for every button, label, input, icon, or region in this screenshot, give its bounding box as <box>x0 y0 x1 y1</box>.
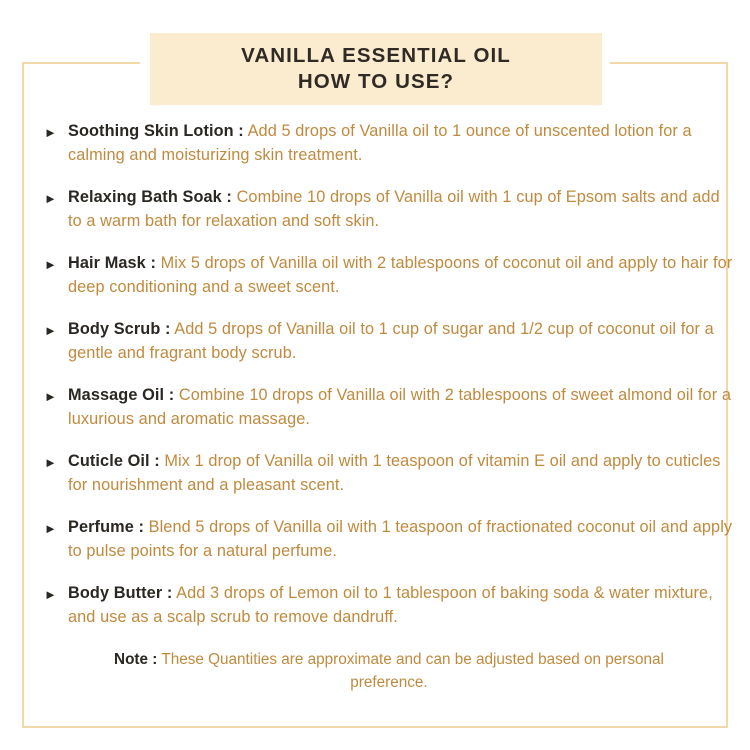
arrow-bullet-icon: ► <box>44 455 57 470</box>
title-line-1: VANILLA ESSENTIAL OIL <box>241 44 511 67</box>
list-item <box>44 186 734 233</box>
list-item-term: Body Butter : <box>68 584 173 602</box>
usage-list <box>44 120 734 694</box>
list-item-text <box>68 318 734 365</box>
list-item-description: Mix 1 drop of Vanilla oil with 1 teaspoon of vitamin E oil and apply to cuticles for nourishment and a pleasant scent. <box>68 452 721 494</box>
list-item-description: Combine 10 drops of Vanilla oil with 2 tablespoons of sweet almond oil for a luxurious and aromatic massage. <box>68 386 732 428</box>
list-item-term: Soothing Skin Lotion : <box>68 122 244 140</box>
list-item-term: Perfume : <box>68 518 144 536</box>
list-item-description: Blend 5 drops of Vanilla oil with 1 teaspoon of fractionated coconut oil and apply to pulse points for a natural perfume. <box>68 518 733 560</box>
list-item-term: Relaxing Bath Soak : <box>68 188 232 206</box>
list-item-text <box>68 516 734 563</box>
list-item <box>44 120 734 167</box>
list-item <box>44 450 734 497</box>
arrow-bullet-icon: ► <box>44 587 57 602</box>
list-item-text <box>68 120 734 167</box>
list-item-description: Mix 5 drops of Vanilla oil with 2 tablespoons of coconut oil and apply to hair for deep conditioning and a sweet scent. <box>68 254 733 296</box>
arrow-bullet-icon: ► <box>44 521 57 536</box>
arrow-bullet-icon: ► <box>44 257 57 272</box>
title-line-2: HOW TO USE? <box>297 70 455 93</box>
list-item <box>44 516 734 563</box>
list-item-description: Add 3 drops of Lemon oil to 1 tablespoon of baking soda & water mixture, and use as a scalp scrub to remove dandruff. <box>68 584 713 626</box>
list-item <box>44 582 734 629</box>
list-item-text <box>68 450 734 497</box>
arrow-bullet-icon: ► <box>44 191 57 206</box>
arrow-bullet-icon: ► <box>44 323 57 338</box>
list-item-text <box>68 384 734 431</box>
list-item-term: Hair Mask : <box>68 254 156 272</box>
list-item-term: Cuticle Oil : <box>68 452 160 470</box>
arrow-bullet-icon: ► <box>44 389 57 404</box>
list-item-text <box>68 582 734 629</box>
list-item-text <box>68 186 734 233</box>
list-item <box>44 252 734 299</box>
note-block <box>44 648 734 694</box>
header-band <box>150 33 602 105</box>
list-item <box>44 318 734 365</box>
list-item-description: Add 5 drops of Vanilla oil to 1 cup of sugar and 1/2 cup of coconut oil for a gentle and fragrant body scrub. <box>68 320 714 362</box>
list-item-term: Body Scrub : <box>68 320 171 338</box>
list-item-text <box>68 252 734 299</box>
list-item-description: Combine 10 drops of Vanilla oil with 1 cup of Epsom salts and add to a warm bath for relaxation and soft skin. <box>68 188 720 230</box>
arrow-bullet-icon: ► <box>44 125 57 140</box>
list-item-term: Massage Oil : <box>68 386 175 404</box>
note-text: These Quantities are approximate and can be adjusted based on personal preference. <box>161 651 664 691</box>
list-item <box>44 384 734 431</box>
list-item-description: Add 5 drops of Vanilla oil to 1 ounce of unscented lotion for a calming and moisturizing skin treatment. <box>68 122 692 164</box>
note-label: Note : <box>114 651 158 668</box>
